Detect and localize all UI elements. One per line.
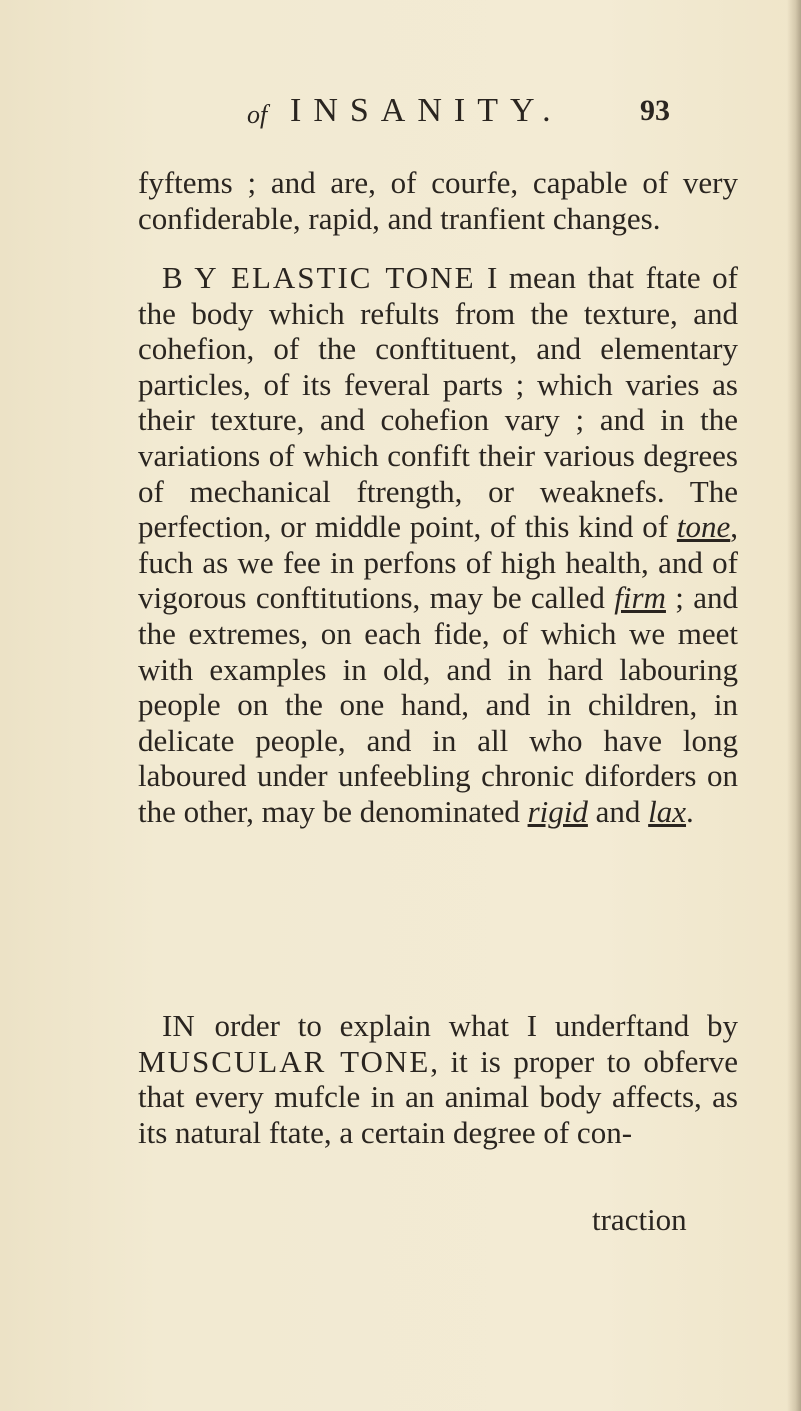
page-edge-shadow	[787, 0, 801, 1411]
paragraph-2-lead-letter: I	[162, 1008, 173, 1043]
paragraph-1-lax-word: lax	[648, 793, 687, 829]
page-number: 93	[640, 94, 670, 127]
header-of: of	[247, 100, 268, 129]
paragraph-1-text-1: I mean that ftate of the body which refults from the texture, and cohefion, of the conftituent, and elementary particles, of its feveral parts ; which varies as their texture, and cohefion vary ; and in the variations of which confift their various degrees of mechanical ftrength, or weaknefs. The perfection, or middle point, of this kind of	[138, 260, 738, 545]
paragraph-1-firm-word: firm	[614, 580, 666, 616]
paragraph-1-end: .	[686, 793, 694, 829]
running-header	[0, 92, 801, 142]
paragraph-1-rigid-word: rigid	[527, 793, 588, 829]
paragraph-1-text-3: ; and the extremes, on each fide, of which we meet with examples in old, and in hard labouring people on the one hand, and in children, in delicate people, and in all who have long laboured under unfeebling chronic diforders on the other, may be denominated	[138, 580, 738, 829]
paragraph-1-lead-letter: B	[162, 260, 183, 295]
paragraph-1-lead-caps: Y ELASTIC TONE	[194, 260, 476, 295]
paragraph-0-text: fyftems ; and are, of courfe, capable of very confiderable, rapid, and tranfient changes.	[138, 165, 738, 236]
paragraph-2-caps: MUSCULAR TONE	[138, 1043, 431, 1079]
paragraph-2-text-2: , it is proper to obferve that every mufcle in an animal body affects, as its natural ftate, a certain degree of con-	[138, 1043, 738, 1150]
paragraph-1-and: and	[587, 793, 649, 829]
paragraph-continuation	[138, 165, 738, 236]
paragraph-2-lead-word: N	[172, 1008, 197, 1043]
catchword: traction	[592, 1202, 687, 1237]
paragraph-elastic-tone	[138, 260, 738, 830]
header-title: INSANITY.	[290, 92, 563, 129]
paragraph-1-text-2: , fuch as we fee in perfons of high health, and of vigorous conftitutions, may be called	[138, 509, 738, 616]
paragraph-2-text-1: order to explain what I underftand by	[196, 1008, 738, 1043]
paragraph-1-tone-word: tone	[676, 509, 731, 545]
paragraph-muscular-tone	[138, 1008, 738, 1150]
